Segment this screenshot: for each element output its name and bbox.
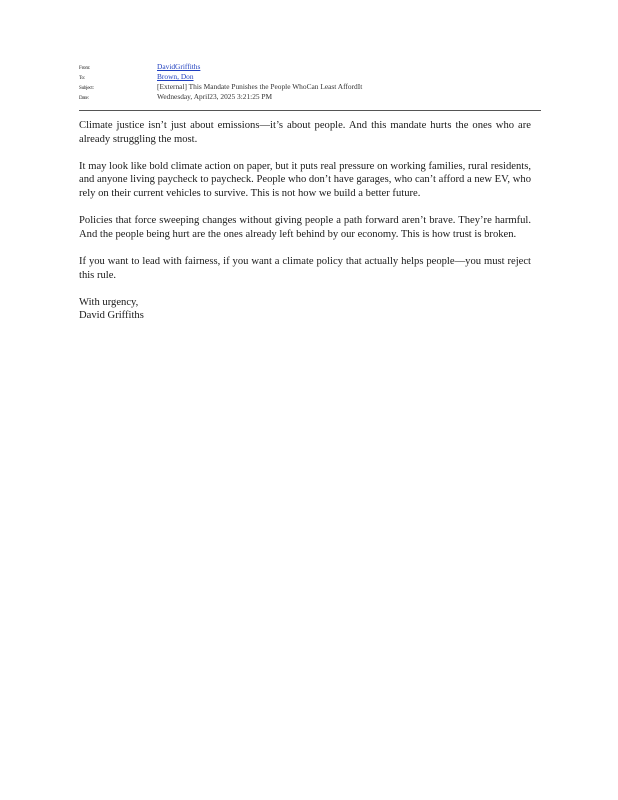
to-label: To: (79, 76, 85, 81)
email-body (79, 119, 531, 323)
sender-link[interactable]: DavidGriffiths (157, 62, 201, 71)
from-row (79, 62, 541, 72)
body-paragraph-3: Policies that force sweeping changes without giving people a path forward aren’t brave. They’re harmful. And the people being hurt are the ones already left behind by our economy. This is how trust is broken. (79, 215, 531, 240)
to-row (79, 72, 541, 82)
date-row (79, 92, 541, 102)
subject-value: [External] This Mandate Punishes the People WhoCan Least AffordIt (157, 82, 363, 91)
date-label: Date: (79, 96, 89, 101)
body-paragraph-4: If you want to lead with fairness, if you want a climate policy that actually helps people—you must reject this rule. (79, 255, 531, 281)
closing-line: With urgency, (79, 296, 139, 308)
subject-label: Subject: (79, 86, 94, 91)
date-value: Wednesday, April23, 2025 3:21:25 PM (157, 92, 273, 101)
header-divider (79, 110, 541, 111)
body-paragraph-2: It may look like bold climate action on paper, but it puts real pressure on working families, rural residents, and anyone living paycheck to paycheck. People who don’t have garages, who can’t afford a new EV, who rely on their current vehicles to survive. This is not how we build a better future. (79, 160, 531, 199)
signature-name: David Griffiths (79, 310, 144, 322)
body-paragraph-1: Climate justice isn’t just about emissions—it’s about people. And this mandate hurts the ones who are already struggling the most. (79, 120, 531, 145)
recipient-link[interactable]: Brown, Don (157, 72, 194, 81)
subject-row (79, 82, 541, 92)
from-label: From: (79, 66, 91, 71)
email-header (79, 62, 541, 102)
